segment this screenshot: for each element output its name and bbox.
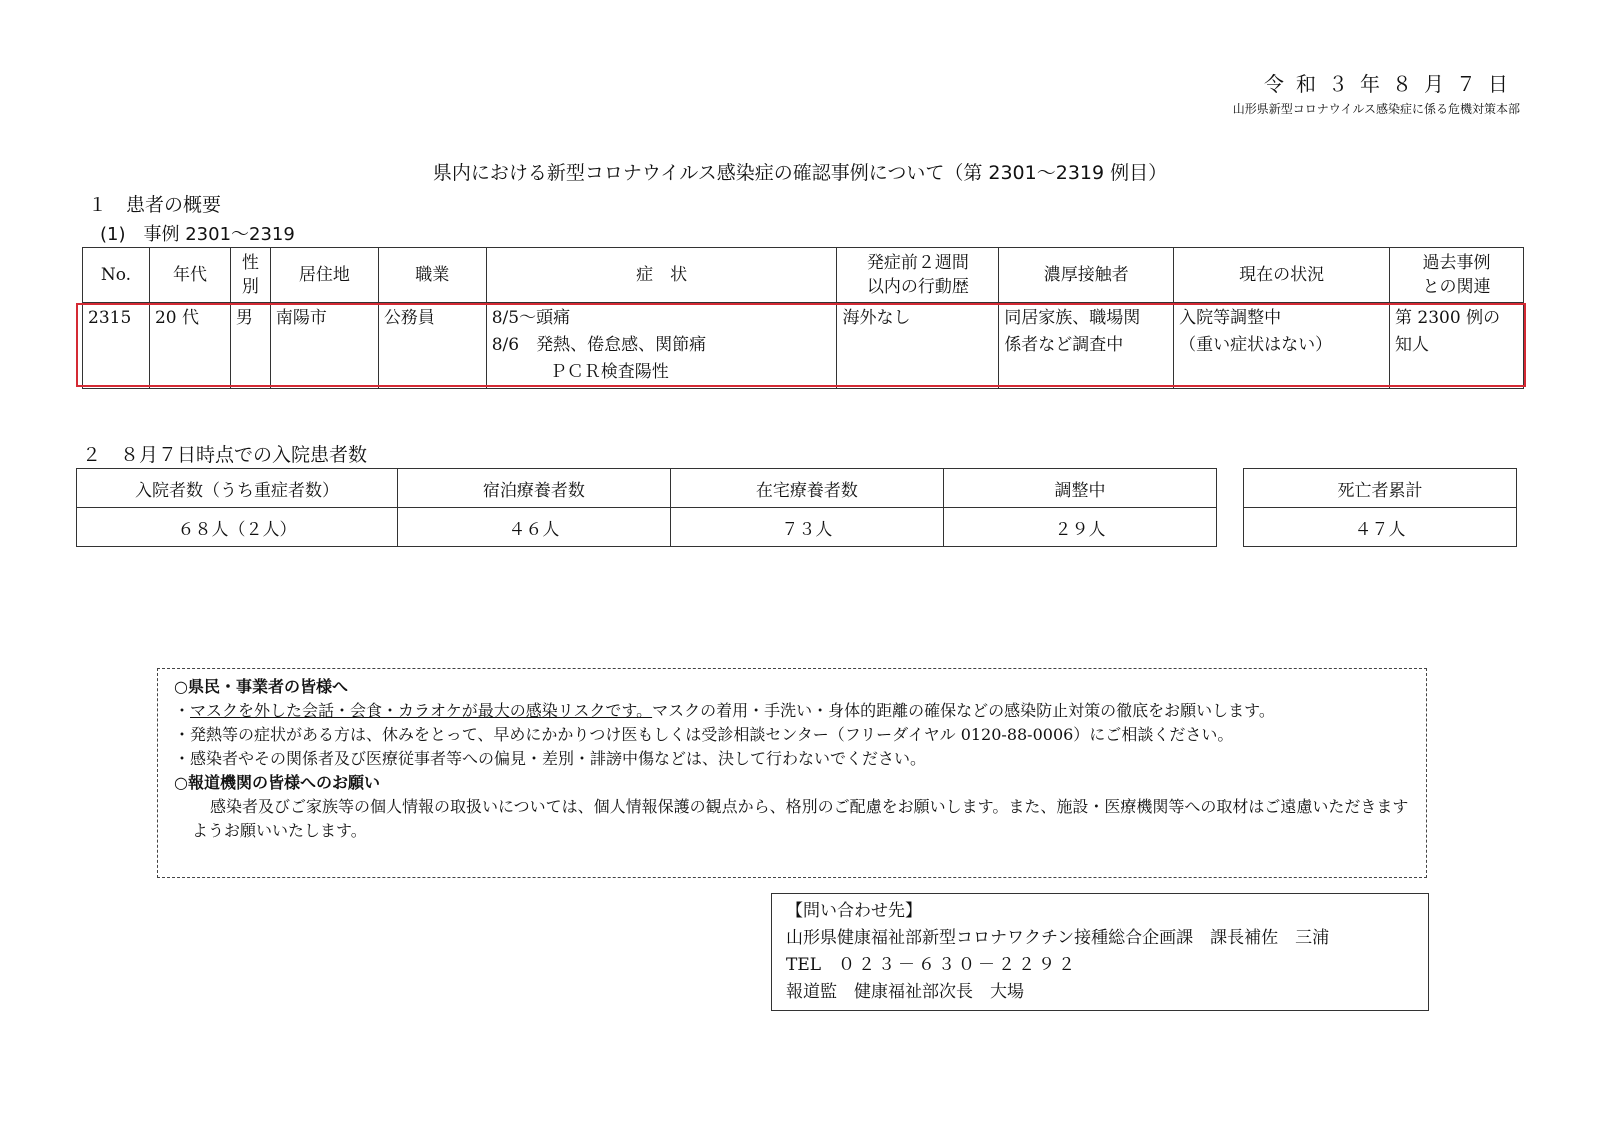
cell-travel: 海外なし — [837, 303, 999, 389]
hosp-value-pending: ２９人 — [943, 508, 1216, 547]
contact-tel: TEL ０２３－６３０－２２９２ — [786, 955, 1079, 975]
col-header-travel: 発症前２週間 以内の行動歴 — [837, 248, 999, 303]
notice-heading-press: ○報道機関の皆様へのお願い — [174, 773, 380, 792]
hosp-value-inpatients: ６８人（２人） — [77, 508, 398, 547]
cell-contacts: 同居家族、職場関 係者など調査中 — [999, 303, 1174, 389]
cell-symptoms: 8/5～頭痛 8/6 発熱、倦怠感、関節痛 ＰＣＲ検査陽性 — [486, 303, 837, 389]
col-header-status: 現在の状況 — [1174, 248, 1390, 303]
notice-box — [157, 668, 1427, 878]
section1-heading: １ 患者の概要 — [88, 194, 222, 216]
cell-related: 第 2300 例の 知人 — [1390, 303, 1524, 389]
hosp-header-inpatients: 入院者数（うち重症者数） — [77, 469, 398, 508]
contact-box — [771, 893, 1429, 1011]
section1-subheading: (1) 事例 2301～2319 — [100, 224, 295, 245]
notice-bullet-1: ・マスクを外した会話・会食・カラオケが最大の感染リスクです。マスクの着用・手洗い・身体的距離の確保などの感染防止対策の徹底をお願いします。 — [174, 701, 1275, 720]
notice-bullet-2: ・発熱等の症状がある方は、休みをとって、早めにかかりつけ医もしくは受診相談センター（フリーダイヤル 0120-88-0006）にご相談ください。 — [174, 725, 1234, 744]
col-header-job: 職業 — [378, 248, 486, 303]
col-header-symptoms: 症 状 — [486, 248, 837, 303]
notice-heading-public: ○県民・事業者の皆様へ — [174, 677, 348, 696]
cell-age: 20 代 — [149, 303, 230, 389]
hosp-value-home: ７３人 — [670, 508, 943, 547]
notice-press-text: 感染者及びご家族等の個人情報の取扱いについては、個人情報保護の観点から、格別のご配慮をお願いします。また、施設・医療機関等への取材はご遠慮いただきますようお願いいたします。 — [192, 797, 1409, 840]
cell-no: 2315 — [83, 303, 150, 389]
case-table-header — [83, 248, 1524, 303]
hosp-header-home: 在宅療養者数 — [670, 469, 943, 508]
death-header: 死亡者累計 — [1244, 469, 1517, 508]
col-header-contacts: 濃厚接触者 — [999, 248, 1174, 303]
col-header-residence: 居住地 — [270, 248, 378, 303]
hosp-header-pending: 調整中 — [943, 469, 1216, 508]
document-title: 県内における新型コロナウイルス感染症の確認事例について（第 2301～2319 例目） — [432, 162, 1168, 184]
col-header-sex: 性 別 — [230, 248, 270, 303]
cell-residence: 南陽市 — [270, 303, 378, 389]
section2-heading: ２ ８月７日時点での入院患者数 — [82, 444, 368, 466]
issuing-department: 山形県新型コロナウイルス感染症に係る危機対策本部 — [1232, 102, 1520, 116]
col-header-age: 年代 — [149, 248, 230, 303]
cell-sex: 男 — [230, 303, 270, 389]
cell-status: 入院等調整中 （重い症状はない） — [1174, 303, 1390, 389]
cell-job: 公務員 — [378, 303, 486, 389]
death-table — [1243, 468, 1517, 547]
death-value: ４７人 — [1244, 508, 1517, 547]
col-header-no: No. — [83, 248, 150, 303]
document-date: 令和３年８月７日 — [1264, 72, 1520, 96]
hospital-table — [76, 468, 1217, 547]
notice-bullet-3: ・感染者やその関係者及び医療従事者等への偏見・差別・誹謗中傷などは、決して行わないでください。 — [174, 749, 927, 768]
highlight-box — [76, 303, 1526, 387]
contact-title: 【問い合わせ先】 — [786, 901, 922, 921]
contact-press: 報道監 健康福祉部次長 大場 — [786, 982, 1024, 1002]
contact-person: 山形県健康福祉部新型コロナワクチン接種総合企画課 課長補佐 三浦 — [786, 928, 1330, 948]
hosp-value-hotel: ４６人 — [397, 508, 670, 547]
col-header-related: 過去事例 との関連 — [1390, 248, 1524, 303]
hosp-header-hotel: 宿泊療養者数 — [397, 469, 670, 508]
